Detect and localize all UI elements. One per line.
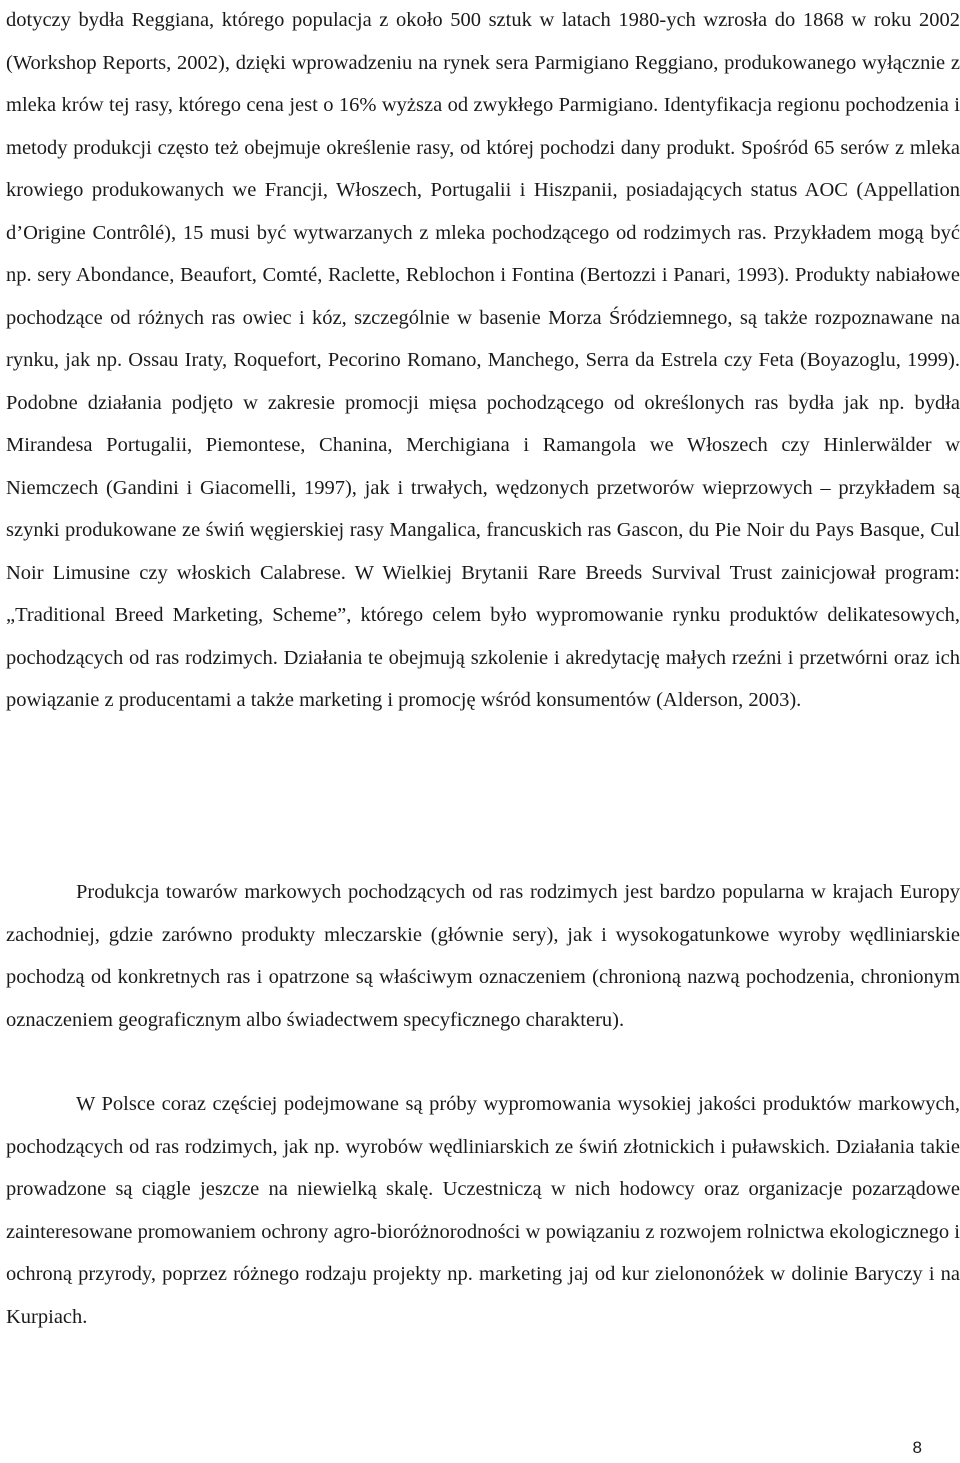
paragraph-poland: W Polsce coraz częściej podejmowane są próby wypromowania wysokiej jakości produktów markowych, pochodzących od ras rodzimych, jak np. wyrobów wędliniarskich ze świń złotnickich i puławskich. Działania takie prowadzone są ciągle jeszcze na niewielką skalę. Uczestniczą w nich hodowcy oraz organizacje pozarządowe zainteresowane promowaniem ochrony agro-bioróżnorodności w powiązaniu z rozwojem rolnictwa ekologicznego i ochroną przyrody, poprzez różnego rodzaju projekty np. marketing jaj od kur zielononóżek w dolinie Baryczy i na Kurpiach. bbox=[6, 1093, 960, 1328]
paragraph-branded-products: Produkcja towarów markowych pochodzących od ras rodzimych jest bardzo popularna w krajach Europy zachodniej, gdzie zarówno produkty mleczarskie (głównie sery), jak i wysokogatunkowe wyroby wędliniarskie pochodzą od konkretnych ras i opatrzone są właściwym oznaczeniem (chronioną nazwą pochodzenia, chronionym oznaczeniem geograficznym albo świadectwem specyficznego charakteru). bbox=[6, 881, 960, 1031]
page-number: 8 bbox=[912, 1438, 922, 1457]
paragraph-continuation: dotyczy bydła Reggiana, którego populacja z około 500 sztuk w latach 1980-ych wzrosła do 1868 w roku 2002 (Workshop Reports, 2002), dzięki wprowadzeniu na rynek sera Parmigiano Reggiano, produkowanego wyłącznie z mleka krów tej rasy, którego cena jest o 16% wyższa od zwykłego Parmigiano. Identyfikacja regionu pochodzenia i metody produkcji często też obejmuje określenie rasy, od której pochodzi dany produkt. Spośród 65 serów z mleka krowiego produkowanych we Francji, Włoszech, Portugalii i Hiszpanii, posiadających status AOC (Appellation d’Origine Contrôlé), 15 musi być wytwarzanych z mleka pochodzącego od rodzimych ras. Przykładem mogą być np. sery Abondance, Beaufort, Comté, Raclette, Reblochon i Fontina (Bertozzi i Panari, 1993). Produkty nabiałowe pochodzące od różnych ras owiec i kóz, szczególnie w basenie Morza Śródziemnego, są także rozpoznawane na rynku, jak np. Ossau Iraty, Roquefort, Pecorino Romano, Manchego, Serra da Estrela czy Feta (Boyazoglu, 1999). Podobne działania podjęto w zakresie promocji mięsa pochodzącego od określonych ras bydła jak np. bydła Mirandesa Portugalii, Piemontese, Chanina, Merchigiana i Ramangola we Włoszech czy Hinlerwälder w Niemczech (Gandini i Giacomelli, 1997), jak i trwałych, wędzonych przetworów wieprzowych – przykładem są szynki produkowane ze świń węgierskiej rasy Mangalica, francuskich ras Gascon, du Pie Noir du Pays Basque, Cul Noir Limusine czy włoskich Calabrese. W Wielkiej Brytanii Rare Breeds Survival Trust zainicjował program: „Traditional Breed Marketing, Scheme”, którego celem było wypromowanie rynku produktów delikatesowych, pochodzących od ras rodzimych. Działania te obejmują szkolenie i akredytację małych rzeźni i przetwórni oraz ich powiązanie z producentami a także marketing i promocję wśród konsumentów (Alderson, 2003). bbox=[6, 9, 960, 711]
